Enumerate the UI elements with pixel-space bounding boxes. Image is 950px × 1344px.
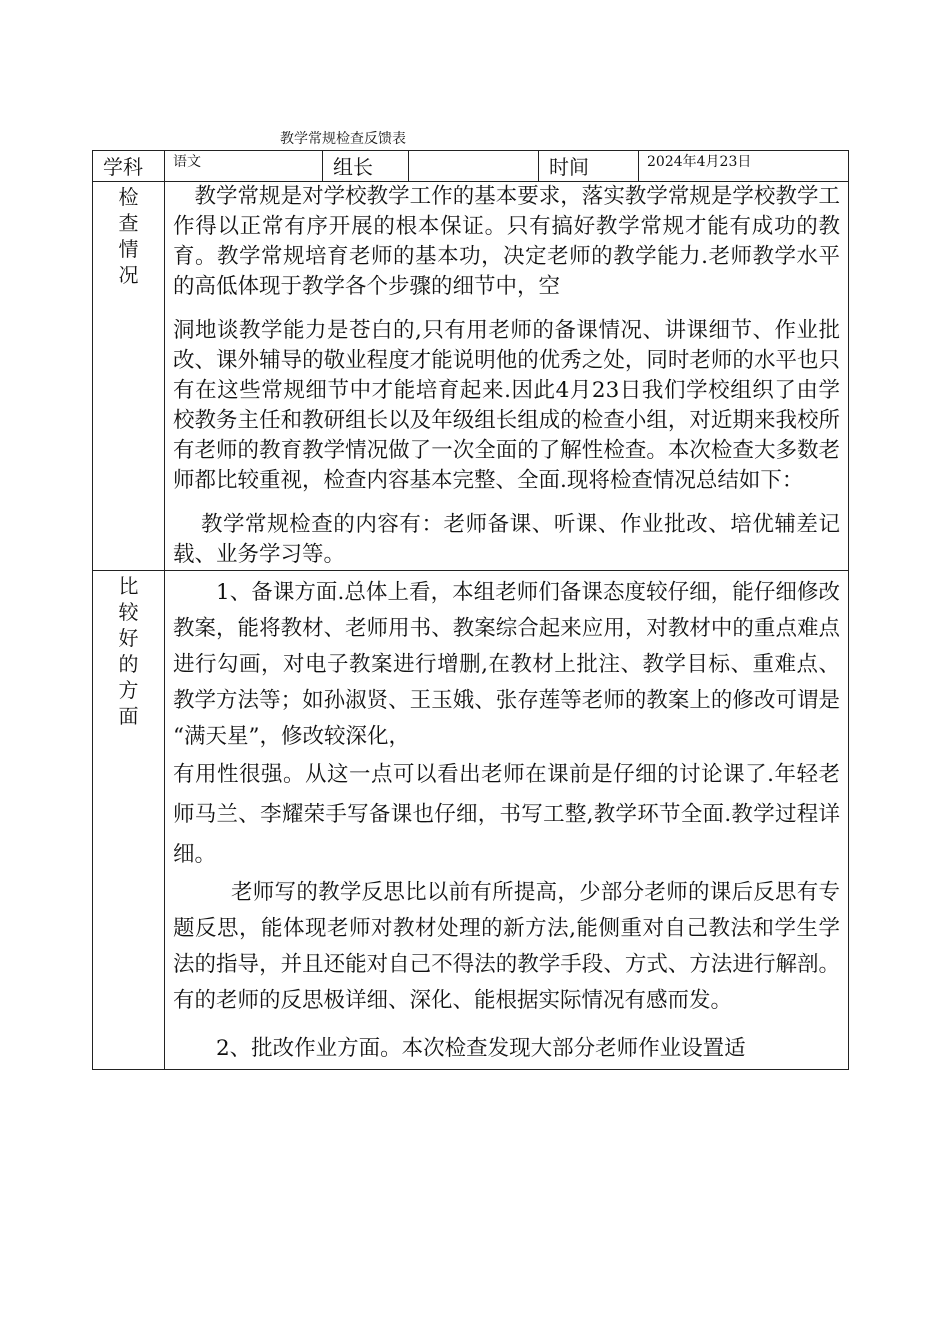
leader-label: 组长 [323, 151, 409, 182]
inspection-paragraph-1b: 洞地谈教学能力是苍白的,只有用老师的备课情况、讲课细节、作业批改、课外辅导的敬业程度才能说明他的优秀之处，同时老师的水平也只有在这些常规细节中才能培育起来.因此4月23日我们学校组织了由学校教务主任和教研组长以及年级组长组成的检查小组，对近期来我校所有老师的教育教学情况做了一次全面的了解性检查。本次检查大多数老师都比较重视，检查内容基本完整、全面.现将检查情况总结如下： [173, 318, 840, 493]
subject-label: 学科 [93, 151, 165, 182]
subject-value: 语文 [165, 151, 323, 182]
inspection-content [165, 182, 849, 571]
time-value: 2024年4月23日 [639, 151, 849, 182]
strengths-row [93, 571, 849, 1070]
inspection-paragraph-2: 教学常规检查的内容有：老师备课、听课、作业批改、培优辅差记载、业务学习等。 [173, 512, 840, 567]
header-row [93, 151, 849, 182]
strengths-content [165, 571, 849, 1070]
inspection-paragraph-1a: 教学常规是对学校教学工作的基本要求，落实教学常规是学校教学工作得以正常有序开展的根本保证。只有搞好教学常规才能有成功的教育。教学常规培育老师的基本功，决定老师的教学能力.老师教学水平的高低体现于教学各个步骤的细节中，空 [173, 184, 840, 299]
strengths-paragraph-3: 2、批改作业方面。本次检查发现大部分老师作业设置适 [216, 1036, 746, 1061]
feedback-table [92, 150, 849, 1070]
inspection-row [93, 182, 849, 571]
strengths-paragraph-2: 老师写的教学反思比以前有所提高，少部分老师的课后反思有专题反思，能体现老师对教材处理的新方法,能侧重对自己教法和学生学法的指导，并且还能对自己不得法的教学手段、方式、方法进行解剖。有的老师的反思极详细、深化、能根据实际情况有感而发。 [173, 880, 840, 1013]
strengths-label: 比 较 好 的 方 面 [93, 571, 165, 1070]
inspection-label: 检 查 情 况 [93, 182, 165, 571]
strengths-paragraph-1b: 有用性很强。从这一点可以看出老师在课前是仔细的讨论课了.年轻老师马兰、李耀荣手写备课也仔细，书写工整,教学环节全面.教学过程详细。 [173, 762, 840, 867]
time-label: 时间 [539, 151, 639, 182]
strengths-paragraph-1a: 1、备课方面.总体上看，本组老师们备课态度较仔细，能仔细修改教案，能将教材、老师用书、教案综合起来应用，对教材中的重点难点进行勾画，对电子教案进行增删,在教材上批注、教学目标、重难点、教学方法等；如孙淑贤、王玉娥、张存莲等老师的教案上的修改可谓是 “满天星”，修改较深化， [173, 580, 840, 749]
leader-value [409, 151, 539, 182]
document-title: 教学常规检查反馈表 [280, 131, 406, 147]
